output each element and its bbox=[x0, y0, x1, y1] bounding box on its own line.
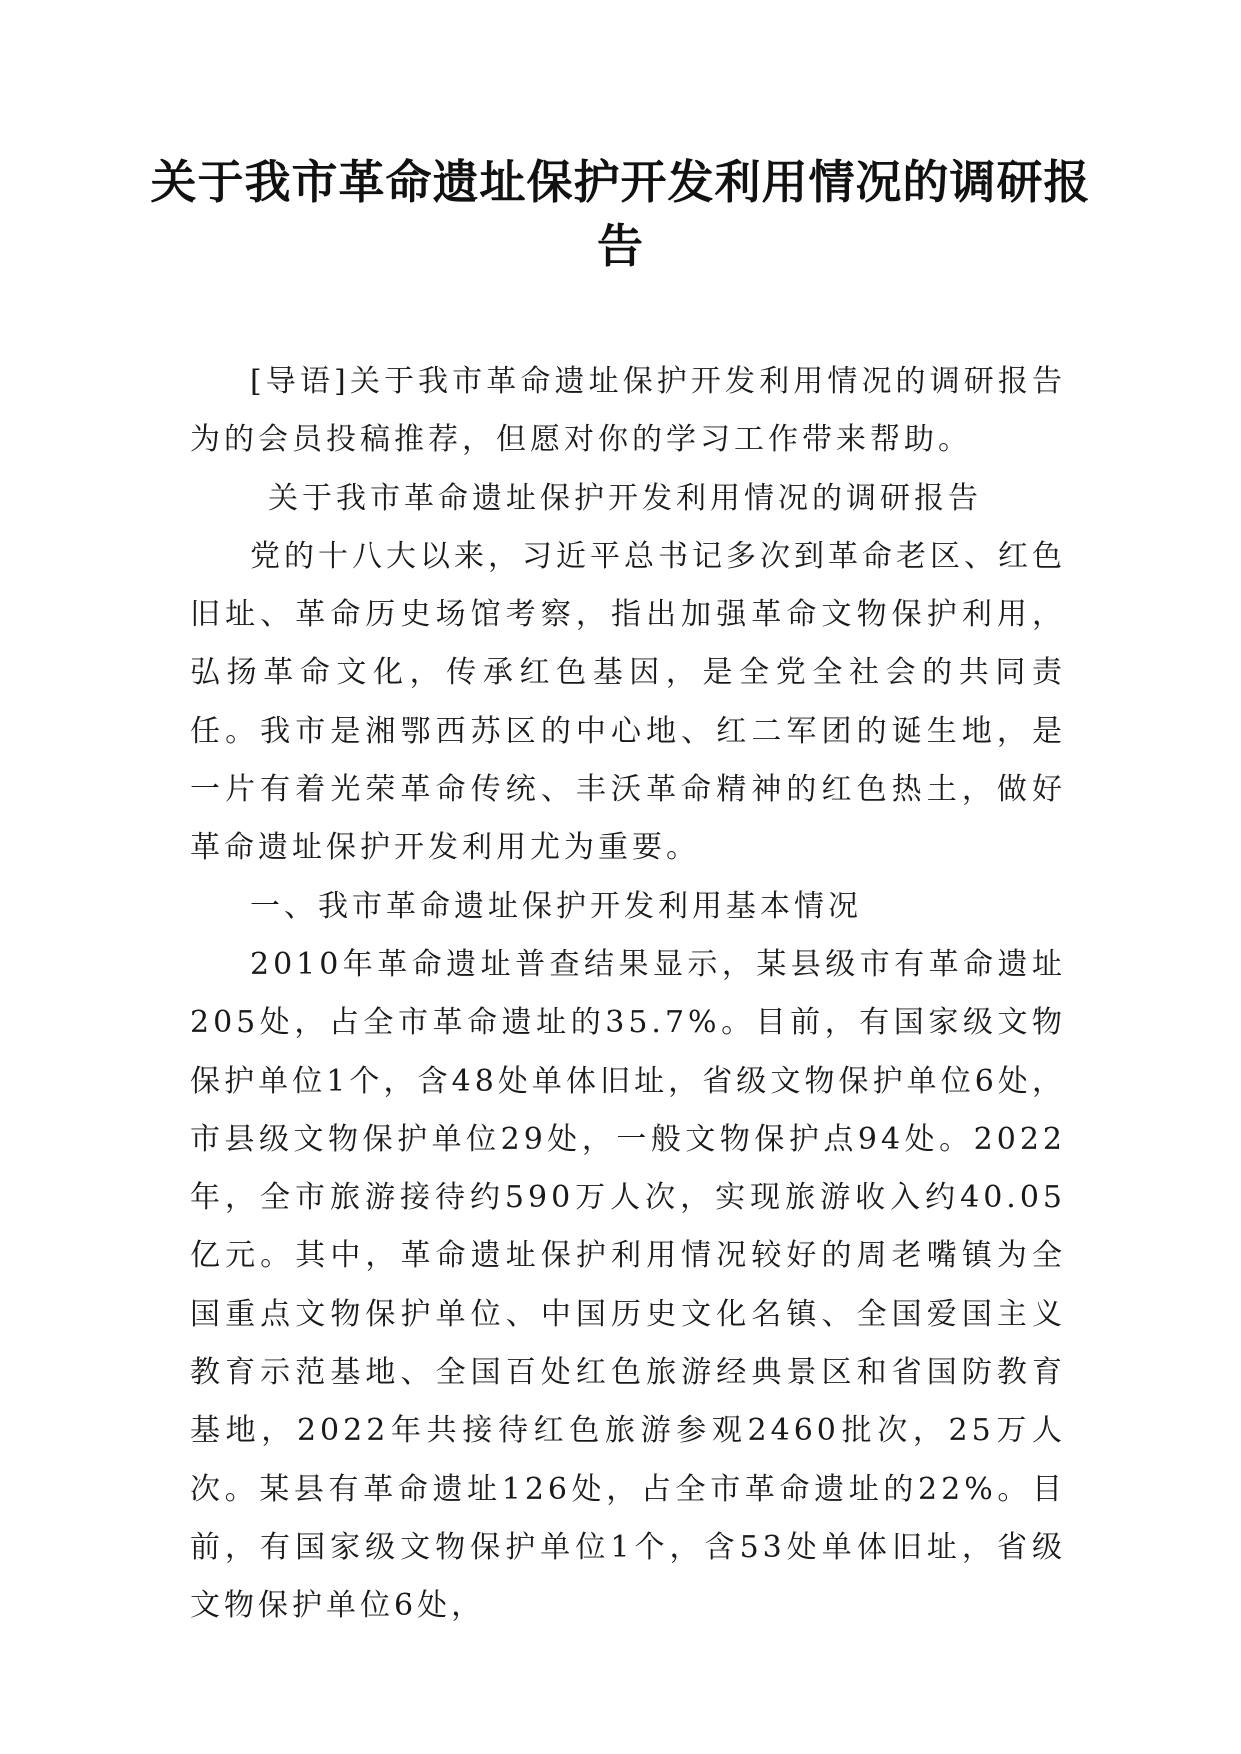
report-subtitle: 关于我市革命遗址保护开发利用情况的调研报告 bbox=[268, 480, 982, 516]
section-heading: 一、我市革命遗址保护开发利用基本情况 bbox=[250, 888, 862, 924]
background-paragraph: 党的十八大以来，习近平总书记多次到革命老区、红色旧址、革命历史场馆考察，指出加强革命文物保护利用，弘扬革命文化，传承红色基因，是全党全社会的共同责任。我市是湘鄂西苏区的中心地、红二军团的诞生地，是一片有着光荣革命传统、丰沃革命精神的红色热土，做好革命遗址保护开发利用尤为重要。 bbox=[190, 538, 1066, 866]
document-body bbox=[190, 353, 1066, 1636]
statistics-paragraph: 2010年革命遗址普查结果显示，某县级市有革命遗址205处，占全市革命遗址的35.7%。目前，有国家级文物保护单位1个，含48处单体旧址，省级文物保护单位6处，市县级文物保护单位29处，一般文物保护点94处。2022年，全市旅游接待约590万人次，实现旅游收入约40.05亿元。其中，革命遗址保护利用情况较好的周老嘴镇为全国重点文物保护单位、中国历史文化名镇、全国爱国主义教育示范基地、全国百处红色旅游经典景区和省国防教育基地，2022年共接待红色旅游参观2460批次，25万人次。某县有革命遗址126处，占全市革命遗址的22%。目前，有国家级文物保护单位1个，含53处单体旧址，省级文物保护单位6处， bbox=[190, 946, 1066, 1624]
document-title: 关于我市革命遗址保护开发利用情况的调研报告 bbox=[150, 155, 1091, 273]
intro-paragraph: [导语]关于我市革命遗址保护开发利用情况的调研报告为的会员投稿推荐，但愿对你的学习工作带来帮助。 bbox=[190, 364, 1066, 458]
